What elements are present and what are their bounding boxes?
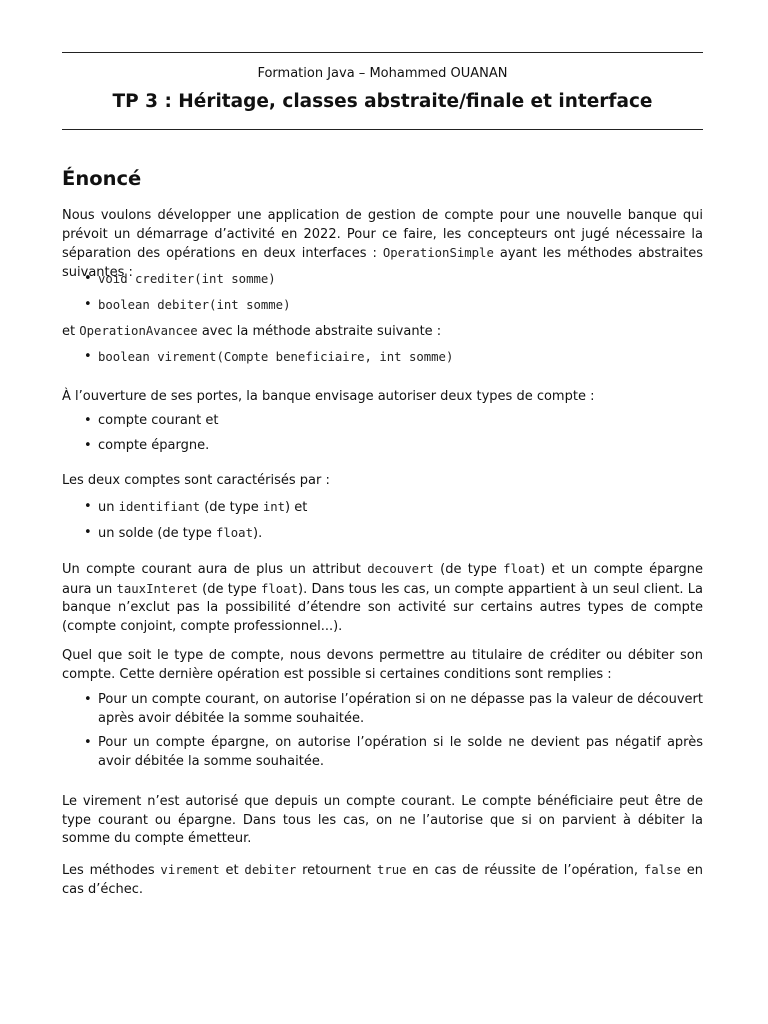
list-item: • un identifiant (de type int) et [62,498,703,518]
section-heading: Énoncé [62,167,142,190]
attributes-list [62,498,703,543]
list-item: • Pour un compte courant, on autorise l’opération si on ne dépasse pas la valeur de découvert après avoir débitée la somme souhaitée. [62,691,703,728]
conditions-list [62,691,703,771]
intro-paragraph: Nous voulons développer une application de gestion de compte pour une nouvelle banque qui prévoit un démarrage d’activité en 2022. Pour ce faire, les concepteurs ont jugé nécessaire la séparation des opérations en deux interfaces : OperationSimple ayant les méthodes abstraites suivantes : [62,208,703,280]
top-rule [62,52,703,53]
list-item: • void crediter(int somme) [62,270,703,290]
attributes-intro: Les deux comptes sont caractérisés par : [62,473,330,488]
interface-name-simple: OperationSimple [382,246,494,260]
advanced-paragraph: et OperationAvancee avec la méthode abstraite suivante : [62,324,442,339]
account-types-list [62,412,703,455]
document-title: TP 3 : Héritage, classes abstraite/finale et interface [112,91,653,112]
bottom-rule [62,129,703,130]
list-item: • compte courant et [62,412,703,431]
courant-paragraph: Un compte courant aura de plus un attribut decouvert (de type float) et un compte épargne aura un tauxInteret (de type float). Dans tous les cas, un compte appartient à un seul client. La banque n’exclut pas la possibilité d’étendre son activité sur certains autres types de compte (compte conjoint, compte professionnel...). [62,562,704,634]
account-types-intro: À l’ouverture de ses portes, la banque envisage autoriser deux types de compte : [62,389,595,404]
document-subtitle: Formation Java – Mohammed OUANAN [257,66,508,81]
list-item: • compte épargne. [62,437,703,456]
returns-paragraph: Les méthodes virement et debiter retournent true en cas de réussite de l’opération, false en cas d’échec. [62,863,703,897]
simple-methods-list [62,270,703,315]
interface-name-advanced: OperationAvancee [79,324,198,338]
list-item: • Pour un compte épargne, on autorise l’opération si le solde ne devient pas négatif après avoir débitée la somme souhaitée. [62,734,703,771]
conditions-intro: Quel que soit le type de compte, nous devons permettre au titulaire de créditer ou débiter son compte. Cette dernière opération est possible si certaines conditions sont remplies : [62,648,703,682]
virement-paragraph: Le virement n’est autorisé que depuis un compte courant. Le compte bénéficiaire peut être de type courant ou épargne. Dans tous les cas, on ne l’autorise que si on parvient à débiter la somme du compte émetteur. [62,794,703,846]
list-item: • boolean virement(Compte beneficiaire, int somme) [62,348,703,368]
list-item: • un solde (de type float). [62,524,703,544]
list-item: • boolean debiter(int somme) [62,296,703,316]
advanced-methods-list [62,348,703,368]
